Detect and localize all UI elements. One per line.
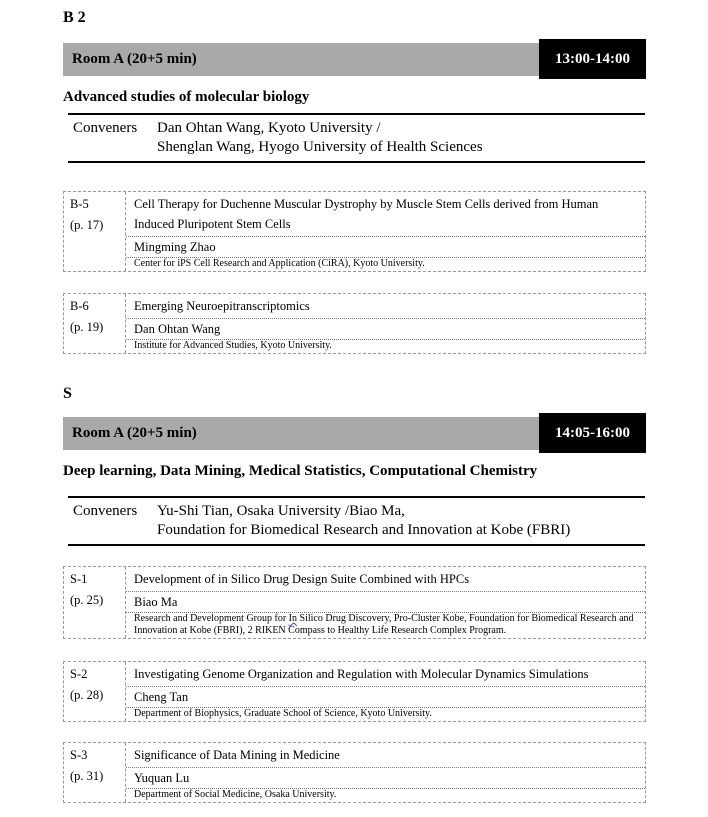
session-title: Advanced studies of molecular biology [63, 89, 310, 105]
section-s [63, 384, 646, 803]
talk-title: Development of in Silico Drug Design Suite Combined with HPCs [126, 567, 645, 592]
talk-title: Emerging Neuroepitranscriptomics [126, 294, 645, 319]
talk-entry [63, 566, 646, 639]
convener-line: Foundation for Biomedical Research and Innovation at Kobe (FBRI) [157, 522, 571, 538]
talk-speaker: Yuquan Lu [126, 768, 645, 789]
time-range-badge: 14:05-16:00 [539, 413, 646, 453]
talk-entry [63, 661, 646, 722]
room-label: Room A (20+5 min) [63, 43, 539, 76]
talk-speaker: Biao Ma [126, 592, 645, 613]
talk-code: B-5 [70, 197, 89, 211]
talk-entry [63, 191, 646, 272]
talk-id-cell [64, 662, 126, 721]
talk-affiliation: Department of Biophysics, Graduate School of Science, Kyoto University. [134, 708, 432, 719]
talk-affiliation: Institute for Advanced Studies, Kyoto University. [134, 340, 332, 351]
talk-detail-cell [126, 192, 645, 271]
talk-id-cell [64, 743, 126, 802]
talk-speaker: Dan Ohtan Wang [126, 319, 645, 340]
talk-code: S-1 [70, 572, 88, 586]
talk-detail-cell [126, 743, 645, 802]
conveners-block [68, 496, 645, 546]
talk-detail-cell [126, 567, 645, 638]
convener-line: Dan Ohtan Wang, Kyoto University / [157, 120, 381, 136]
room-header-bar [63, 39, 646, 79]
conveners-names [157, 119, 483, 157]
talk-page-ref: (p. 25) [70, 593, 104, 607]
talk-affiliation: Center for iPS Cell Research and Application (CiRA), Kyoto University. [134, 258, 425, 269]
talk-title: Cell Therapy for Duchenne Muscular Dystrophy by Muscle Stem Cells derived from Human Induced Pluripotent Stem Cells [126, 192, 645, 237]
talk-entry [63, 742, 646, 803]
convener-line: Yu-Shi Tian, Osaka University /Biao Ma, [157, 503, 405, 519]
talk-page-ref: (p. 31) [70, 769, 104, 783]
section-b2 [63, 8, 646, 354]
talk-affiliation: Department of Social Medicine, Osaka University. [134, 789, 337, 800]
talk-entry [63, 293, 646, 354]
time-range-badge: 13:00-14:00 [539, 39, 646, 79]
conveners-label: Conveners [73, 503, 138, 519]
room-label: Room A (20+5 min) [63, 417, 539, 450]
affiliation-text: Silico Drug Discovery, Pro-Cluster Kobe, Foundation for Biomedical Research and Innovation at Kobe (FBRI), 2 RIKEN Compass to Healthy Life Research Complex Program. [134, 613, 634, 636]
section-heading: B 2 [63, 9, 86, 26]
section-heading: S [63, 385, 72, 402]
talk-affiliation [126, 613, 645, 638]
talk-id-cell [64, 567, 126, 638]
talk-code: B-6 [70, 299, 89, 313]
conveners-block [68, 113, 645, 163]
talk-title: Investigating Genome Organization and Regulation with Molecular Dynamics Simulations [126, 662, 645, 687]
conveners-names [157, 502, 570, 540]
talk-code: S-2 [70, 667, 88, 681]
talk-detail-cell [126, 294, 645, 353]
talk-id-cell [64, 294, 126, 353]
talk-speaker: Cheng Tan [126, 687, 645, 708]
conveners-label: Conveners [73, 120, 138, 136]
convener-line: Shenglan Wang, Hyogo University of Health Sciences [157, 139, 483, 155]
talk-code: S-3 [70, 748, 88, 762]
talk-title: Significance of Data Mining in Medicine [126, 743, 645, 768]
session-title: Deep learning, Data Mining, Medical Statistics, Computational Chemistry [63, 463, 538, 479]
talk-page-ref: (p. 19) [70, 320, 104, 334]
talk-page-ref: (p. 28) [70, 688, 104, 702]
talk-speaker: Mingming Zhao [126, 237, 645, 258]
talk-detail-cell [126, 662, 645, 721]
room-header-bar [63, 413, 646, 453]
talk-page-ref: (p. 17) [70, 218, 104, 232]
affiliation-text: Research and Development Group for [134, 613, 289, 624]
grammar-check-underline: In [288, 613, 298, 624]
talk-id-cell [64, 192, 126, 271]
